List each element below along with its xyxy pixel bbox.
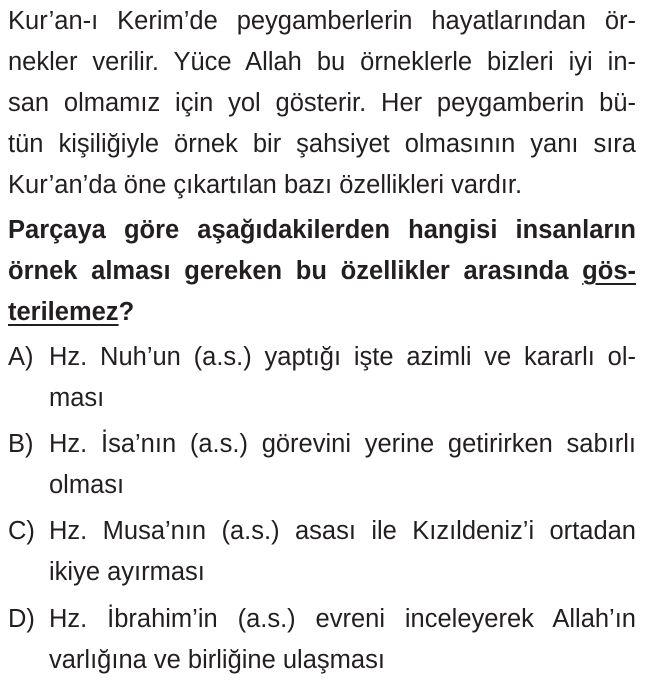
option-letter: C) xyxy=(8,517,35,545)
option-text: varlığına ve birliğine ulaşması xyxy=(49,646,385,674)
option-text: Hz. İsa’nın (a.s.) görevini yerine getirirken sabırlı xyxy=(49,430,636,458)
question-mark: ? xyxy=(118,298,135,326)
passage-line: Kur’an’da öne çıkartılan bazı özellikleri vardır. xyxy=(8,171,523,199)
option-text: olması xyxy=(49,471,125,499)
passage-line: tün kişiliğiyle örnek bir şahsiyet olmasının yanı sıra xyxy=(8,130,636,158)
option-text: Hz. Nuh’un (a.s.) yaptığı işte azimli ve kararlı ol- xyxy=(49,343,636,371)
passage-line: Kur’an-ı Kerim’de peygamberlerin hayatlarından ör- xyxy=(8,7,636,35)
question-line xyxy=(8,249,636,293)
option-letter: D) xyxy=(8,605,35,633)
option-text: ikiye ayırması xyxy=(49,558,205,586)
passage-line: nekler verilir. Yüce Allah bu örneklerle bizleri iyi in- xyxy=(8,48,636,76)
option-text: Hz. İbrahim’in (a.s.) evreni inceleyerek Allah’ın xyxy=(49,605,636,633)
passage-line: san olmamız için yol gösterir. Her peygamberin bü- xyxy=(8,89,636,117)
option-letter: B) xyxy=(8,430,34,458)
question-line: Parçaya göre aşağıdakilerden hangisi insanların xyxy=(8,216,636,244)
underlined-keyword: terilemez xyxy=(8,298,119,326)
option-letter: A) xyxy=(8,343,34,371)
underlined-keyword: gös- xyxy=(582,257,636,285)
question-line xyxy=(8,290,636,334)
option-text: ması xyxy=(49,384,105,412)
question-text: örnek alması gereken bu özellikler arasında xyxy=(8,257,583,285)
option-text: Hz. Musa’nın (a.s.) asası ile Kızıldeniz’i ortadan xyxy=(49,517,636,545)
